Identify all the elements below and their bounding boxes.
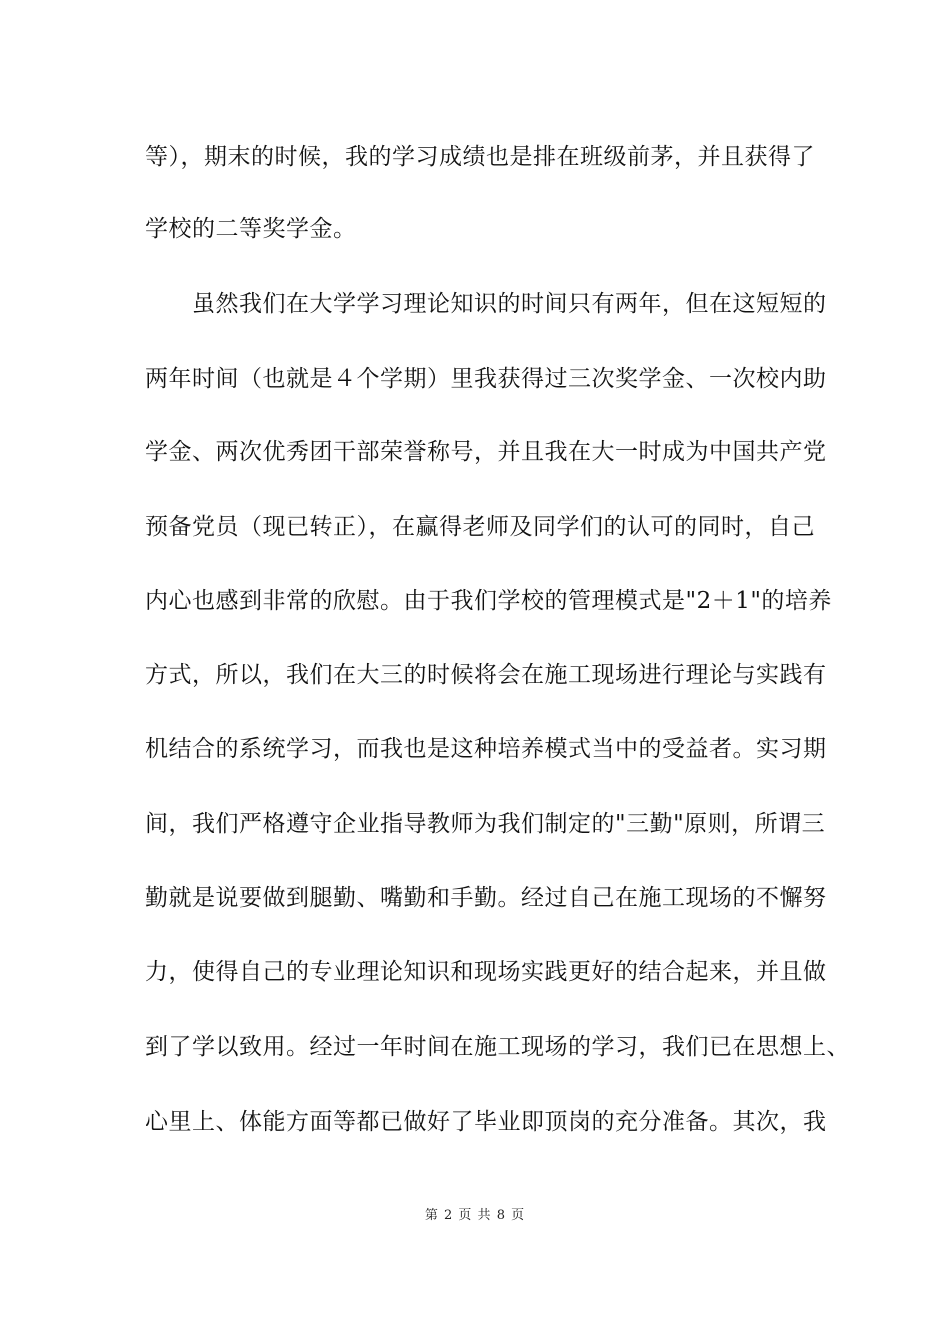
body-text-line: 力，使得自己的专业理论知识和现场实践更好的结合起来，并且做 bbox=[145, 959, 827, 985]
body-text-line: 方式，所以，我们在大三的时候将会在施工现场进行理论与实践有 bbox=[145, 662, 827, 688]
body-text-line: 心里上、体能方面等都已做好了毕业即顶岗的充分准备。其次，我 bbox=[145, 1109, 827, 1135]
page-number-footer: 第 2 页 共 8 页 bbox=[424, 1208, 526, 1223]
body-text-line: 机结合的系统学习，而我也是这种培养模式当中的受益者。实习期 bbox=[145, 736, 827, 762]
body-text-line: 内心也感到非常的欣慰。由于我们学校的管理模式是"2＋1"的培养 bbox=[145, 588, 832, 614]
body-text-line: 两年时间（也就是４个学期）里我获得过三次奖学金、一次校内助 bbox=[145, 366, 827, 392]
body-text-line: 学校的二等奖学金。 bbox=[145, 216, 357, 242]
body-text-line: 到了学以致用。经过一年时间在施工现场的学习，我们已在思想上、 bbox=[145, 1034, 850, 1060]
body-text-line: 虽然我们在大学学习理论知识的时间只有两年，但在这短短的 bbox=[145, 291, 827, 317]
body-text-line: 勤就是说要做到腿勤、嘴勤和手勤。经过自己在施工现场的不懈努 bbox=[145, 885, 827, 911]
body-text-line: 预备党员（现已转正），在赢得老师及同学们的认可的同时，自己 bbox=[145, 514, 815, 540]
body-text-line: 间，我们严格遵守企业指导教师为我们制定的"三勤"原则，所谓三 bbox=[145, 811, 826, 837]
body-text-line: 等），期末的时候，我的学习成绩也是排在班级前茅，并且获得了 bbox=[145, 144, 815, 170]
body-text-line: 学金、两次优秀团干部荣誉称号，并且我在大一时成为中国共产党 bbox=[145, 439, 827, 465]
